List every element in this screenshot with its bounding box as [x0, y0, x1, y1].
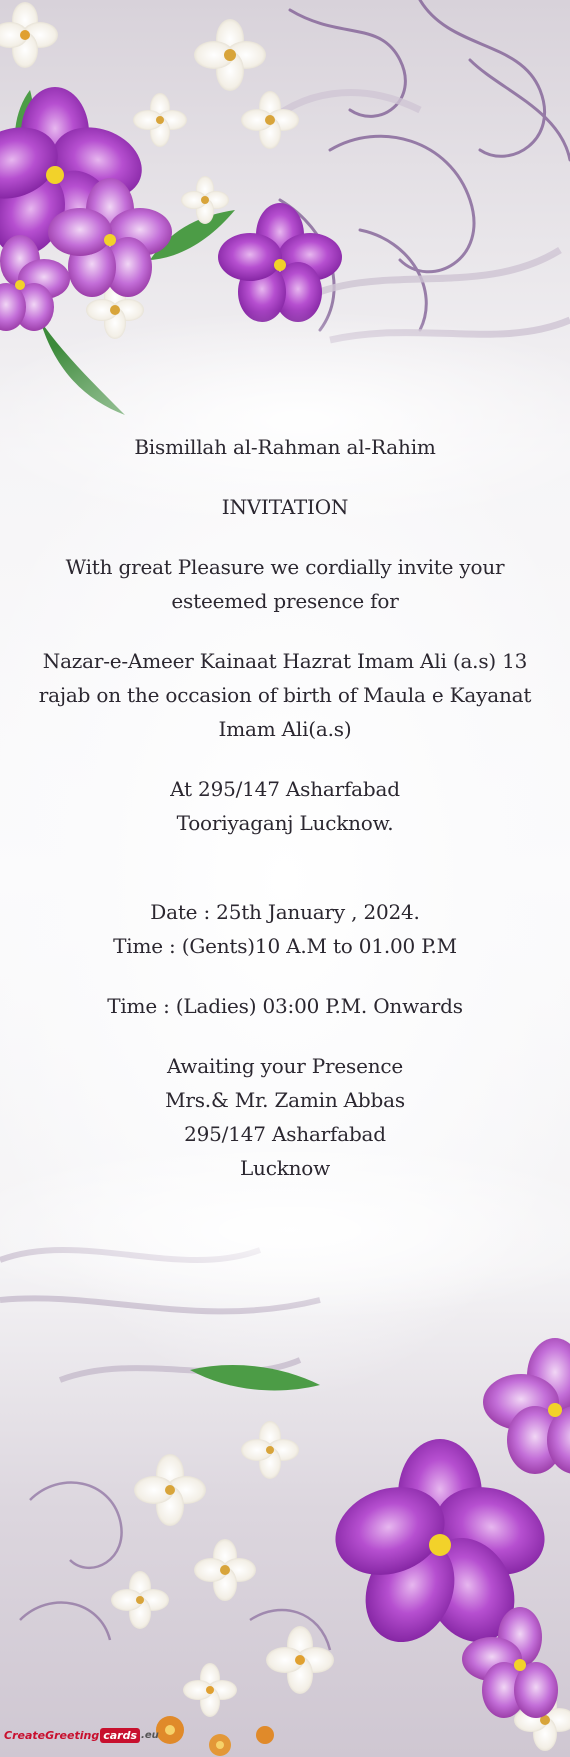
venue-line-1: At 295/147 Asharfabad	[170, 777, 400, 801]
bottom-purple-flowers	[323, 1338, 570, 1718]
time-ladies: Time : (Ladies) 03:00 P.M. Onwards	[107, 994, 463, 1018]
greeting: Bismillah al-Rahman al-Rahim	[134, 435, 436, 459]
bottom-orange-flowers	[156, 1716, 274, 1756]
occasion-line-3: Imam Ali(a.s)	[218, 717, 352, 741]
heading: INVITATION	[221, 495, 349, 519]
hosts: Mrs.& Mr. Zamin Abbas	[165, 1088, 405, 1112]
address-line-2: Lucknow	[239, 1156, 331, 1180]
address-line-1: 295/147 Asharfabad	[184, 1122, 386, 1146]
closing-line: Awaiting your Presence	[166, 1054, 404, 1078]
time-gents: Time : (Gents)10 A.M to 01.00 P.M	[113, 934, 457, 958]
watermark-part-3: .eu	[141, 1729, 159, 1741]
site-watermark[interactable]	[4, 1720, 159, 1750]
venue-line-2: Tooriyaganj Lucknow.	[176, 811, 394, 835]
watermark-part-1: CreateGreeting	[4, 1728, 100, 1742]
occasion-line-1: Nazar-e-Ameer Kainaat Hazrat Imam Ali (a.s) 13	[42, 649, 528, 673]
invitation-text	[30, 430, 540, 1185]
intro-line-1: With great Pleasure we cordially invite your	[65, 555, 505, 579]
occasion-line-2: rajab on the occasion of birth of Maula e Kayanat	[38, 683, 532, 707]
watermark-part-2: cards	[100, 1728, 140, 1743]
event-date: Date : 25th January , 2024.	[150, 900, 420, 924]
intro-line-2: esteemed presence for	[171, 589, 399, 613]
bottom-leaf	[190, 1365, 320, 1390]
